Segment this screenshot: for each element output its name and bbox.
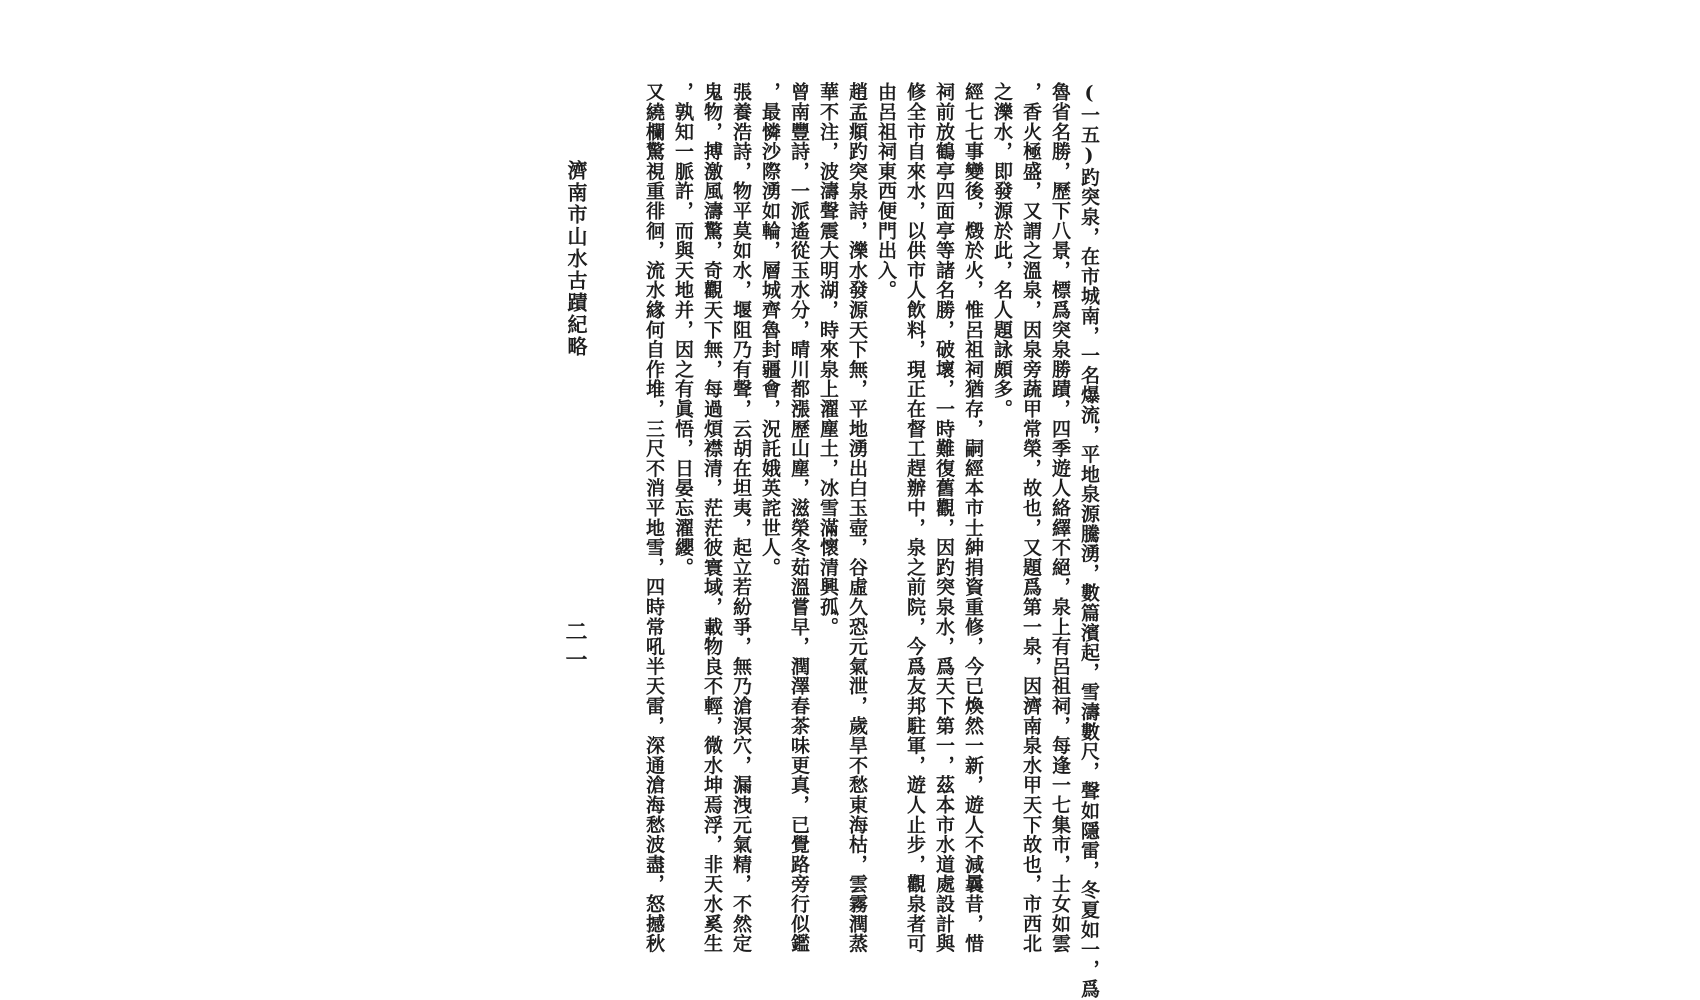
text-column: (一五)趵突泉，在市城南，一名爆流，平地泉源騰湧，數篇濱起，雪濤數尺，聲如隱雷，冬夏如一，爲 bbox=[1078, 82, 1100, 999]
text-column: 祠前放鶴亭四面亭等諸名勝，破壞，一時難復舊觀，因趵突泉水，爲天下第一，茲本市水道處設計與 bbox=[933, 82, 955, 954]
text-column: 華不注，波濤聲震大明湖，時來泉上濯塵土，冰雪滿懷清興孤。 bbox=[817, 82, 839, 637]
text-column: ，香火極盛，又謂之溫泉，因泉旁蔬甲常榮，故也，又題爲第一泉，因濟南泉水甲天下故也，市西北 bbox=[1020, 82, 1042, 954]
running-head: 濟南市山水古蹟紀略 bbox=[564, 160, 588, 358]
text-column: 鬼物，搏激風濤驚，奇觀天下無，每過煩襟清，茫茫彼寰域，載物良不輕，微水坤焉浮，非天水奚生 bbox=[701, 82, 723, 954]
text-column: 曾南豐詩，一派遙從玉水分，晴川都漲歷山塵，滋榮冬茹溫嘗早，潤澤春茶味更真，已覺路旁行似鑑 bbox=[788, 82, 810, 954]
text-column: 之濼水，即發源於此，名人題詠頗多。 bbox=[991, 82, 1013, 419]
text-column: 經七七事變後，燬於火，惟呂祖祠猶存，嗣經本市士紳捐資重修，今已煥然一新，遊人不減曩昔，惜 bbox=[962, 82, 984, 954]
text-column: 修全市自來水，以供市人飲料，現正在督工趕辦中，泉之前院，今爲友邦駐軍，遊人止步，觀泉者可 bbox=[904, 82, 926, 954]
page-number: 二一 bbox=[562, 620, 588, 676]
text-column: ，最憐沙際湧如輪，層城齊魯封疆會，況託娥英詫世人。 bbox=[759, 82, 781, 577]
text-column: 由呂祖祠東西便門出入。 bbox=[875, 82, 897, 300]
text-column: 又繞欄驚視重徘徊，流水緣何自作堆，三尺不消平地雪，四時常吼半天雷，深通滄海愁波盡，怒撼秋 bbox=[643, 82, 665, 954]
text-column: 張養浩詩，物平莫如水，堰阻乃有聲，云胡在坦夷，起立若紛爭，無乃滄溟穴，漏洩元氣精，不然定 bbox=[730, 82, 752, 954]
text-column: ，孰知一脈許，而與天地并，因之有眞悟，日晏忘濯纓。 bbox=[672, 82, 694, 577]
text-column: 趙孟頫趵突泉詩，濼水發源天下無，平地湧出白玉壺，谷虛久恐元氣泄，歲旱不愁東海枯，雲霧潤蒸 bbox=[846, 82, 868, 954]
scanned-book-page bbox=[562, 60, 1105, 999]
text-column: 魯省名勝，歷下八景，標爲突泉勝蹟，四季遊人絡繹不絕，泉上有呂祖祠，每逢一七集市，士女如雲 bbox=[1049, 82, 1071, 954]
